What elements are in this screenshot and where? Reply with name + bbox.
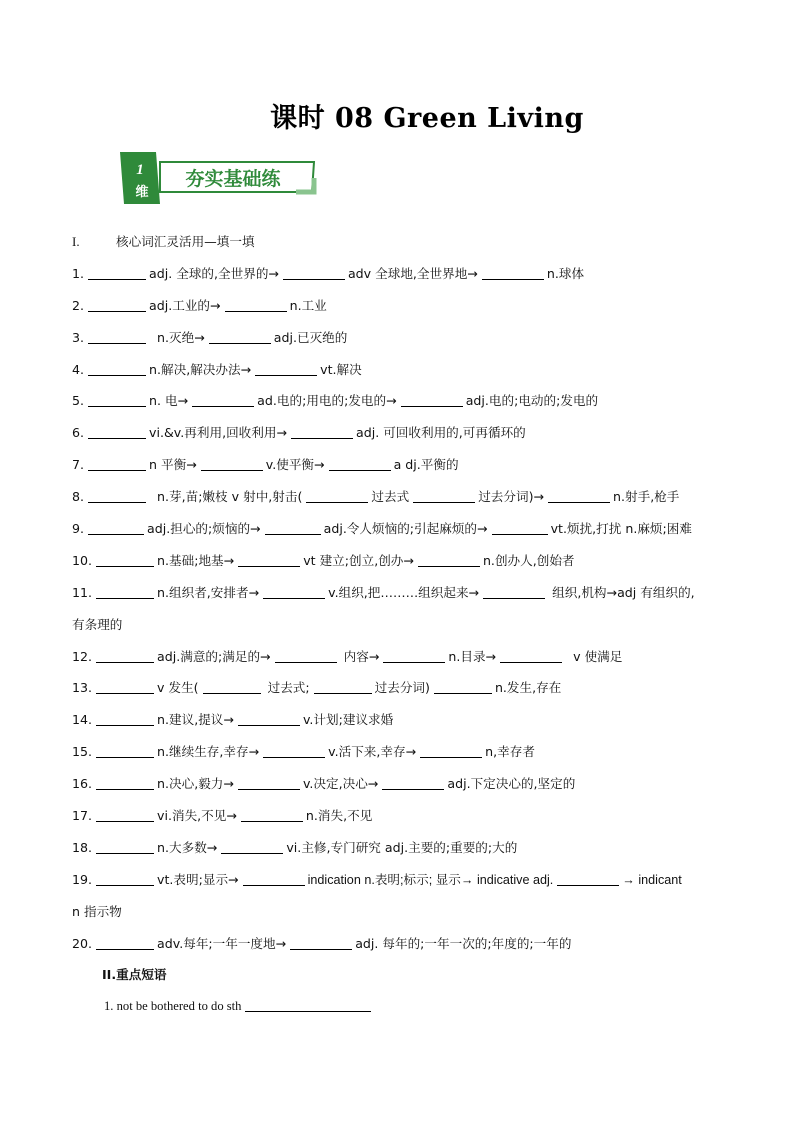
answer-blank[interactable] xyxy=(96,839,154,854)
list-item: 17. vi.消失,不见→ n.消失,不见 xyxy=(72,808,373,824)
list-item: 4. n.解决,解决办法→ vt.解决 xyxy=(72,361,362,377)
answer-blank[interactable] xyxy=(96,711,154,726)
list-item: 5. n. 电→ ad.电的;用电的;发电的→ adj.电的;电动的;发电的 xyxy=(72,393,599,409)
badge-unit: 维 xyxy=(135,185,149,200)
answer-blank[interactable] xyxy=(201,456,263,471)
answer-blank[interactable] xyxy=(238,552,300,567)
answer-blank[interactable] xyxy=(243,871,305,886)
answer-blank[interactable] xyxy=(221,839,283,854)
section-badge xyxy=(118,152,318,204)
list-item: 10. n.基础;地基→ vt 建立;创立,创办→ n.创办人,创始者 xyxy=(72,552,575,568)
list-item: 1. adj. 全球的,全世界的→ adv 全球地,全世界地→ n.球体 xyxy=(72,265,585,281)
badge-label: 夯实基础练 xyxy=(185,168,281,190)
answer-blank[interactable] xyxy=(88,392,146,407)
answer-blank[interactable] xyxy=(245,997,371,1012)
answer-blank[interactable] xyxy=(88,520,144,535)
answer-blank[interactable] xyxy=(88,361,146,376)
answer-blank[interactable] xyxy=(96,584,154,599)
answer-blank[interactable] xyxy=(96,743,154,758)
answer-blank[interactable] xyxy=(263,743,325,758)
answer-blank[interactable] xyxy=(238,775,300,790)
answer-blank[interactable] xyxy=(329,456,391,471)
answer-blank[interactable] xyxy=(548,488,610,503)
answer-blank[interactable] xyxy=(263,584,325,599)
answer-blank[interactable] xyxy=(500,648,562,663)
answer-blank[interactable] xyxy=(265,520,321,535)
answer-blank[interactable] xyxy=(382,775,444,790)
section-2-heading: II.重点短语 xyxy=(102,967,167,983)
answer-blank[interactable] xyxy=(88,329,146,344)
list-item-continuation: 有条理的 xyxy=(72,616,123,632)
answer-blank[interactable] xyxy=(483,584,545,599)
list-item: 19. vt.表明;显示→ indication n.表明;标示; 显示→ indicative adj. → indicant xyxy=(72,871,682,887)
page-title: 课时 08 Green Living xyxy=(270,103,584,134)
list-item: 6. vi.&v.再利用,回收利用→ adj. 可回收利用的,可再循环的 xyxy=(72,425,526,441)
answer-blank[interactable] xyxy=(482,265,544,280)
exercise-content xyxy=(72,226,724,1023)
answer-blank[interactable] xyxy=(238,711,300,726)
answer-blank[interactable] xyxy=(209,329,271,344)
phrase-item: 1. not be bothered to do sth xyxy=(72,991,724,1023)
badge-number: 1 xyxy=(136,162,144,178)
answer-blank[interactable] xyxy=(413,488,475,503)
section-1-title: 核心词汇灵活用—填一填 xyxy=(116,234,255,249)
answer-blank[interactable] xyxy=(96,552,154,567)
answer-blank[interactable] xyxy=(96,775,154,790)
answer-blank[interactable] xyxy=(96,807,154,822)
answer-blank[interactable] xyxy=(275,648,337,663)
answer-blank[interactable] xyxy=(88,424,146,439)
answer-blank[interactable] xyxy=(88,265,146,280)
answer-blank[interactable] xyxy=(255,361,317,376)
answer-blank[interactable] xyxy=(492,520,548,535)
section-1-heading xyxy=(72,226,724,258)
list-item: 16. n.决心,毅力→ v.决定,决心→ adj.下定决心的,坚定的 xyxy=(72,776,576,792)
answer-blank[interactable] xyxy=(96,871,154,886)
list-item: 13. v 发生( 过去式; 过去分词) n.发生,存在 xyxy=(72,680,562,696)
section-1-number: I. xyxy=(72,234,80,249)
answer-blank[interactable] xyxy=(434,679,492,694)
answer-blank[interactable] xyxy=(96,679,154,694)
list-item: 2. adj.工业的→ n.工业 xyxy=(72,297,327,313)
list-item: 15. n.继续生存,幸存→ v.活下来,幸存→ n,幸存者 xyxy=(72,744,535,760)
answer-blank[interactable] xyxy=(241,807,303,822)
answer-blank[interactable] xyxy=(192,392,254,407)
list-item: 12. adj.满意的;满足的→ 内容→ n.目录→ v 使满足 xyxy=(72,648,623,664)
list-item: 14. n.建议,提议→ v.计划;建议求婚 xyxy=(72,712,394,728)
list-item: 18. n.大多数→ vi.主修,专门研究 adj.主要的;重要的;大的 xyxy=(72,839,518,855)
answer-blank[interactable] xyxy=(314,679,372,694)
answer-blank[interactable] xyxy=(88,297,146,312)
list-item: 8. n.芽,苗;嫩枝 v 射中,射击( 过去式 过去分词)→ n.射手,枪手 xyxy=(72,489,680,505)
answer-blank[interactable] xyxy=(383,648,445,663)
answer-blank[interactable] xyxy=(290,935,352,950)
list-item: 9. adj.担心的;烦恼的→ adj.令人烦恼的;引起麻烦的→ vt.烦扰,打扰 n.麻烦;困难 xyxy=(72,521,692,537)
answer-blank[interactable] xyxy=(88,456,146,471)
answer-blank[interactable] xyxy=(291,424,353,439)
answer-blank[interactable] xyxy=(88,488,146,503)
answer-blank[interactable] xyxy=(306,488,368,503)
list-item: 11. n.组织者,安排者→ v.组织,把………组织起来→ 组织,机构→adj 有组织的, xyxy=(72,584,695,600)
answer-blank[interactable] xyxy=(225,297,287,312)
answer-blank[interactable] xyxy=(418,552,480,567)
answer-blank[interactable] xyxy=(557,871,619,886)
answer-blank[interactable] xyxy=(203,679,261,694)
answer-blank[interactable] xyxy=(401,392,463,407)
answer-blank[interactable] xyxy=(283,265,345,280)
list-item-continuation: n 指示物 xyxy=(72,903,122,919)
list-item: 20. adv.每年;一年一度地→ adj. 每年的;一年一次的;年度的;一年的 xyxy=(72,935,572,951)
answer-blank[interactable] xyxy=(96,935,154,950)
list-item: 7. n 平衡→ v.使平衡→ a dj.平衡的 xyxy=(72,457,459,473)
list-item: 3. n.灭绝→ adj.已灭绝的 xyxy=(72,329,348,345)
answer-blank[interactable] xyxy=(420,743,482,758)
answer-blank[interactable] xyxy=(96,648,154,663)
